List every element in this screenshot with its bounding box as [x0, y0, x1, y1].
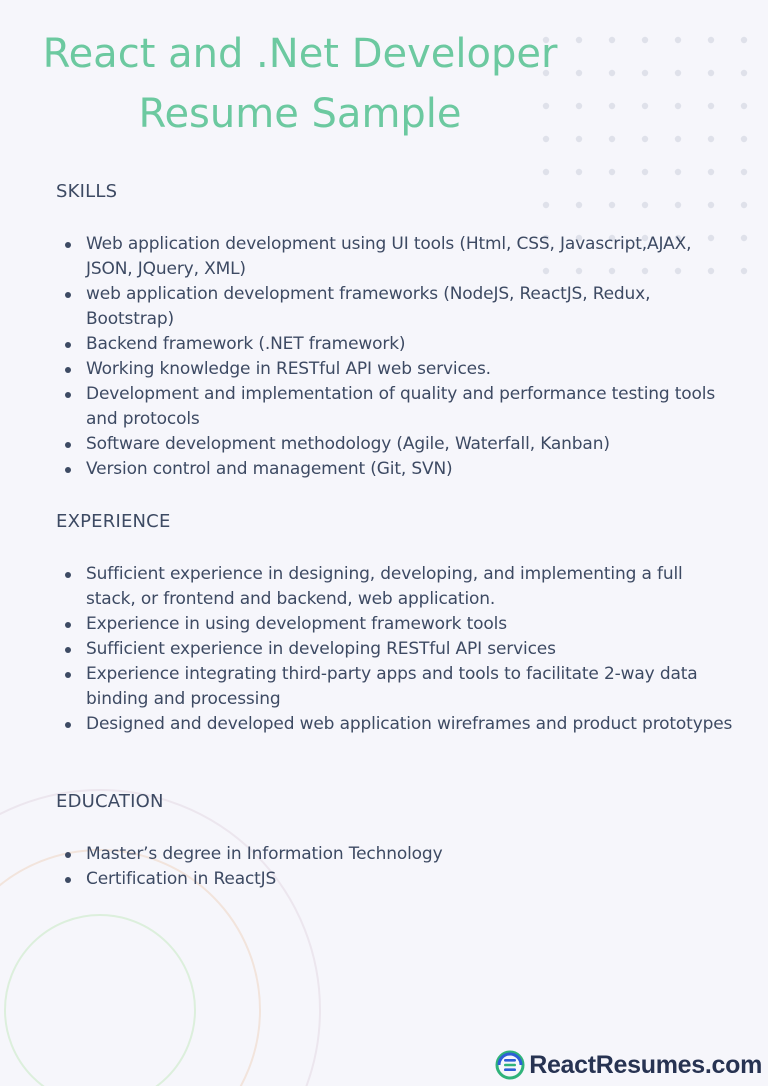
decorative-dot	[642, 169, 648, 175]
experience-list	[56, 562, 736, 737]
decorative-dot	[741, 202, 747, 208]
list-item: Certification in ReactJS	[56, 867, 736, 892]
decorative-dot	[543, 202, 549, 208]
decorative-dot	[609, 169, 615, 175]
decorative-dot	[642, 136, 648, 142]
decorative-dot	[543, 169, 549, 175]
decorative-dot	[708, 103, 714, 109]
list-item: Development and implementation of quality and performance testing tools and protocols	[56, 382, 736, 432]
decorative-dot	[708, 169, 714, 175]
decorative-dot	[675, 169, 681, 175]
brand-footer[interactable]	[495, 1050, 762, 1080]
list-item: Experience integrating third-party apps and tools to facilitate 2-way data binding and processing	[56, 662, 736, 712]
decorative-dot	[675, 202, 681, 208]
list-item: Sufficient experience in developing RESTful API services	[56, 637, 736, 662]
decorative-dot	[576, 169, 582, 175]
decorative-dot	[675, 136, 681, 142]
decorative-dot	[642, 103, 648, 109]
list-item: Working knowledge in RESTful API web services.	[56, 357, 736, 382]
decorative-dot	[642, 70, 648, 76]
list-item: Designed and developed web application wireframes and product prototypes	[56, 712, 736, 737]
list-item: Web application development using UI tools (Html, CSS, Javascript,AJAX, JSON, JQuery, XML)	[56, 232, 736, 282]
education-list	[56, 842, 736, 892]
list-item: Software development methodology (Agile, Waterfall, Kanban)	[56, 432, 736, 457]
title-line-1: React and .Net Developer	[42, 31, 558, 77]
decorative-dot	[675, 70, 681, 76]
list-item: Version control and management (Git, SVN)	[56, 457, 736, 482]
decorative-dot	[642, 202, 648, 208]
education-heading: EDUCATION	[56, 791, 164, 812]
decorative-dot	[609, 136, 615, 142]
brand-name: ReactResumes.com	[529, 1050, 762, 1079]
decorative-dot	[576, 202, 582, 208]
decorative-dot	[741, 235, 747, 241]
decorative-dot	[609, 202, 615, 208]
decorative-dot	[741, 70, 747, 76]
list-item: Master’s degree in Information Technology	[56, 842, 736, 867]
decorative-dot	[741, 169, 747, 175]
decorative-dot	[675, 37, 681, 43]
reactresumes-logo-icon	[495, 1050, 525, 1080]
list-item: Sufficient experience in designing, developing, and implementing a full stack, or frontend and backend, web application.	[56, 562, 736, 612]
page-title	[0, 24, 600, 144]
decorative-dot	[708, 70, 714, 76]
list-item: Experience in using development framework tools	[56, 612, 736, 637]
list-item: web application development frameworks (NodeJS, ReactJS, Redux, Bootstrap)	[56, 282, 736, 332]
decorative-dot	[741, 136, 747, 142]
list-item: Backend framework (.NET framework)	[56, 332, 736, 357]
decorative-dot	[708, 136, 714, 142]
decorative-dot	[741, 268, 747, 274]
decorative-dot	[675, 103, 681, 109]
decorative-dot	[609, 70, 615, 76]
decorative-dot	[708, 202, 714, 208]
experience-heading: EXPERIENCE	[56, 511, 171, 532]
decorative-dot	[741, 103, 747, 109]
decorative-dot	[609, 37, 615, 43]
skills-list	[56, 232, 736, 482]
skills-heading: SKILLS	[56, 181, 118, 202]
decorative-dot	[609, 103, 615, 109]
decorative-dot	[642, 37, 648, 43]
decorative-dot	[708, 37, 714, 43]
decorative-dot	[741, 37, 747, 43]
title-line-2: Resume Sample	[138, 91, 462, 137]
